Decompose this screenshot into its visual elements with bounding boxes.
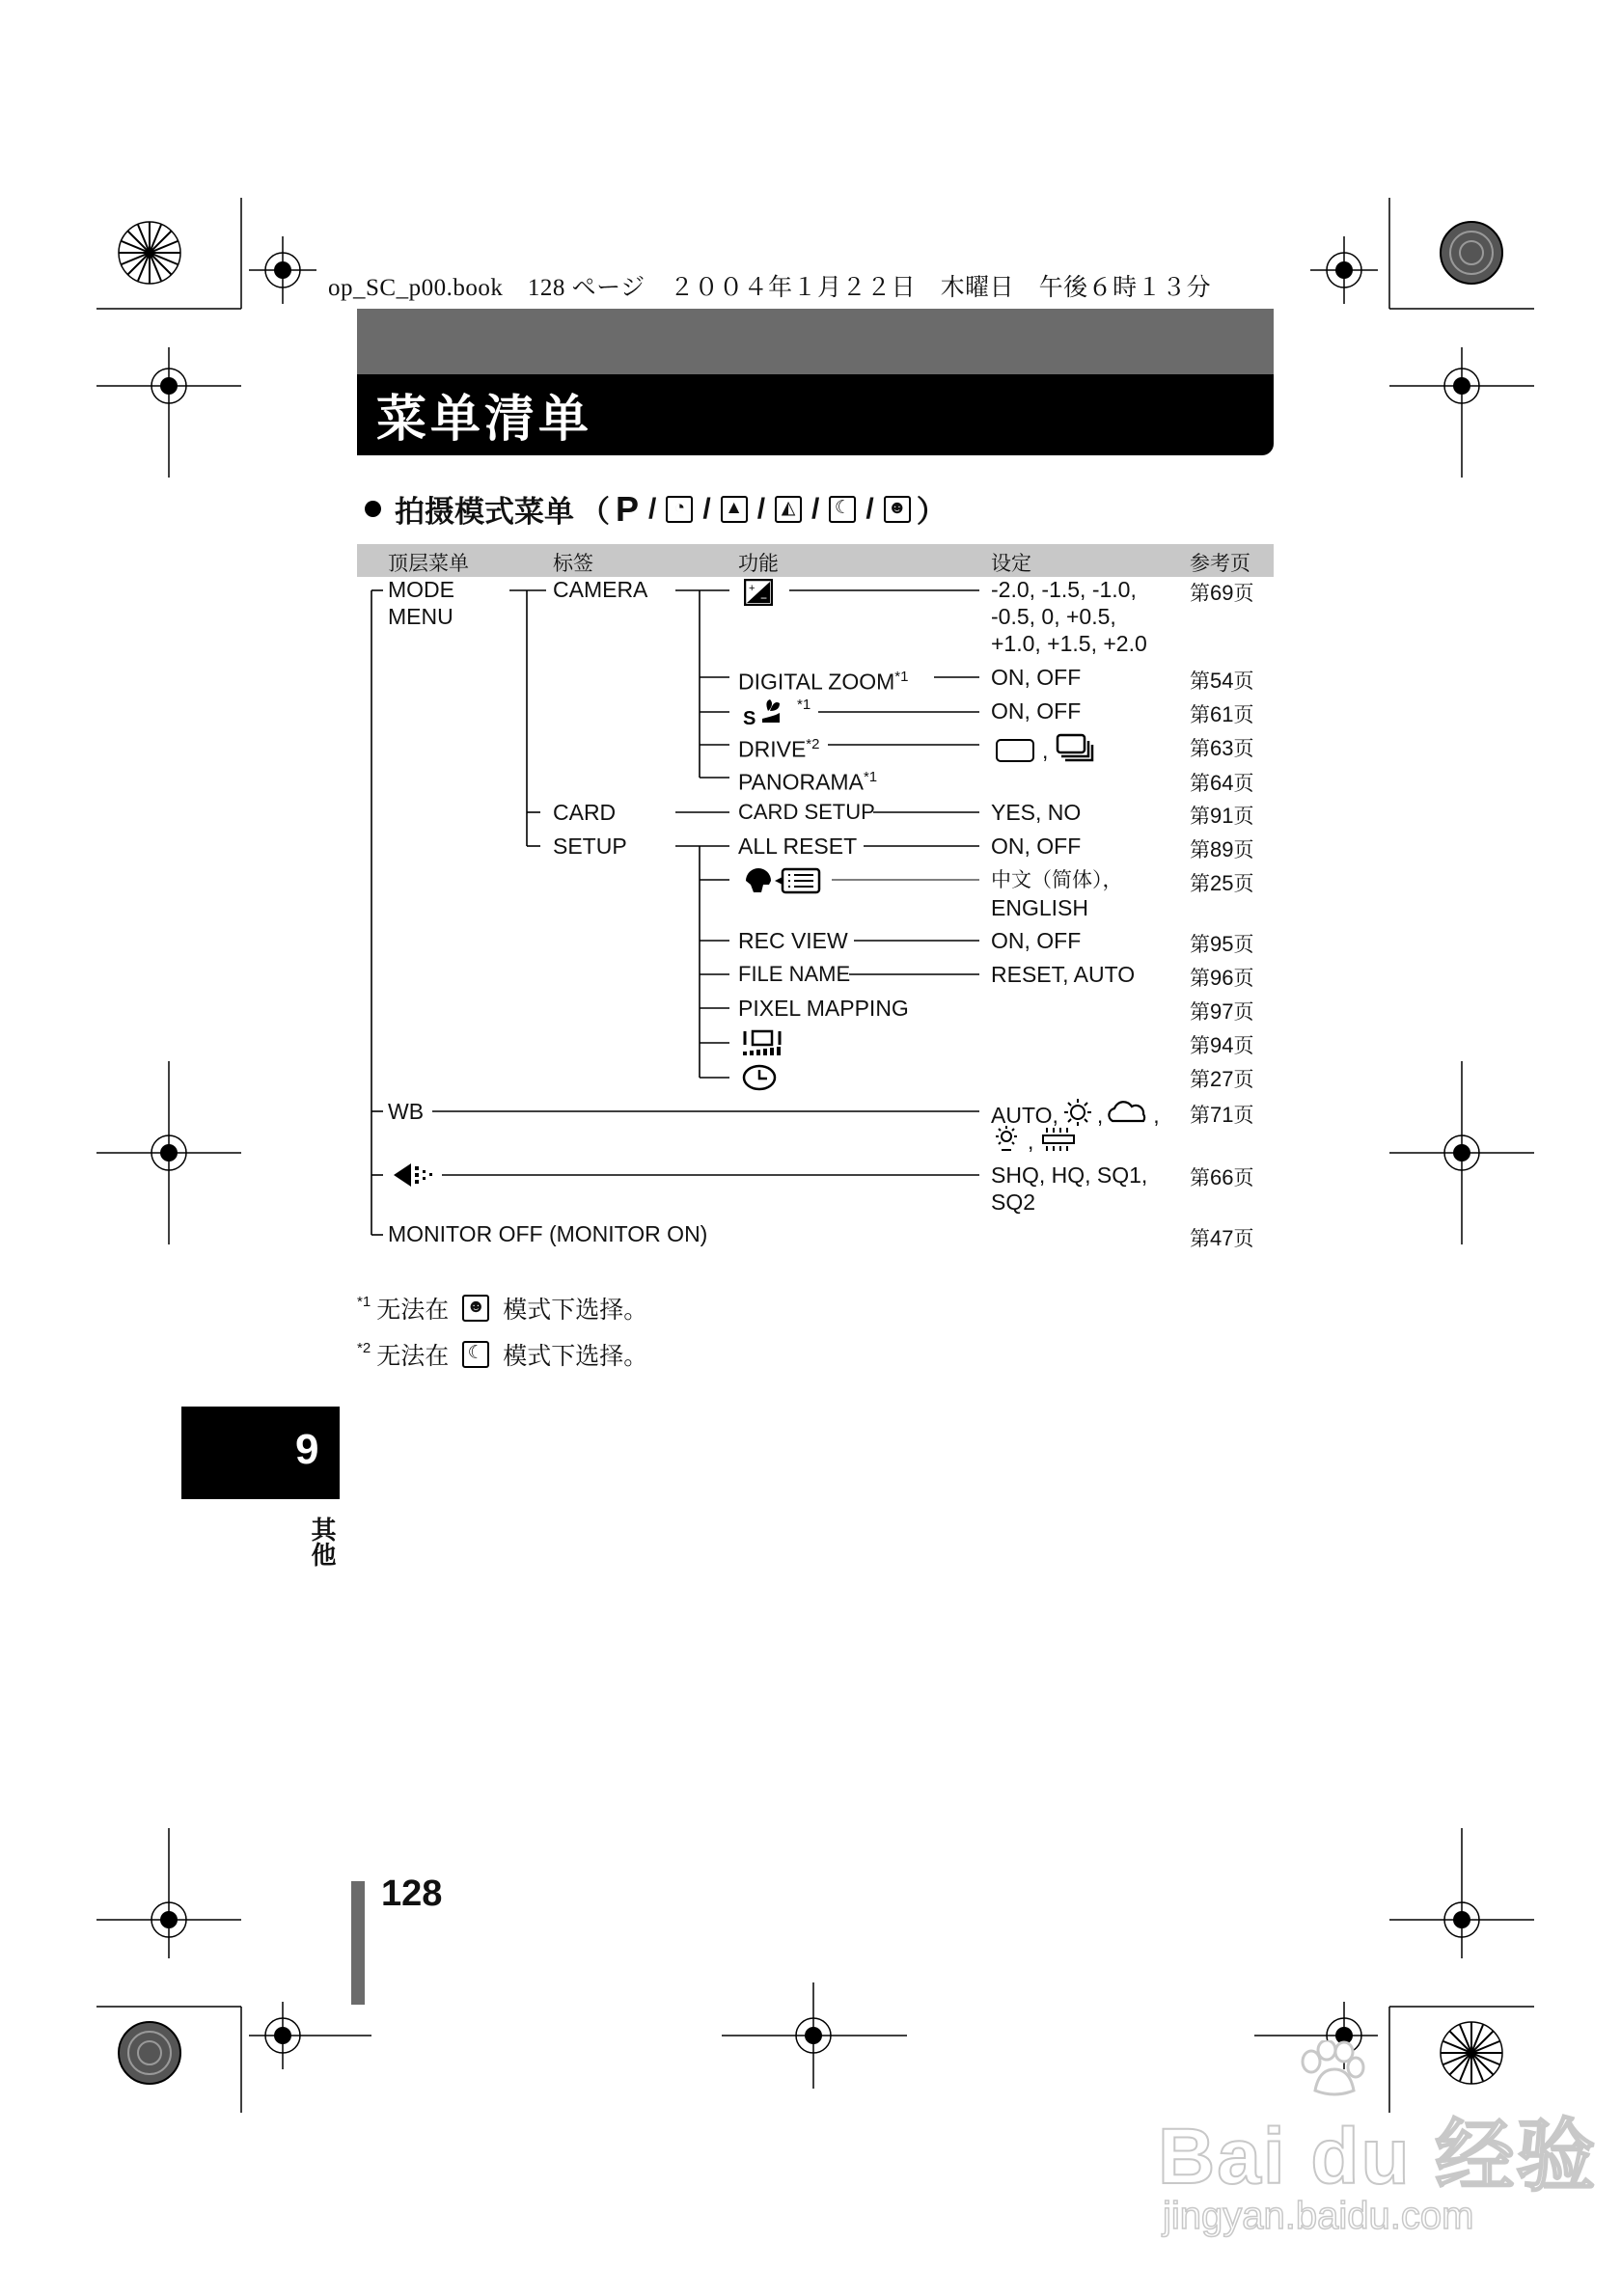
chapter-label: 其他 [308, 1517, 337, 1567]
setting-wb-auto: AUTO, [991, 1102, 1058, 1128]
language-icon [744, 865, 821, 901]
section-heading: 拍摄模式菜单 （ P / ◔ / ▲ / ◭ / ☾ / ☻ ） [365, 487, 947, 531]
setting-file-name: RESET, AUTO [991, 962, 1136, 987]
ref-page-brightness: 第94页 [1190, 1033, 1254, 1057]
svg-text:S: S [743, 708, 756, 726]
page-number-bar [351, 1881, 365, 2005]
function-rec-view: REC VIEW [738, 928, 848, 953]
function-panorama: PANORAMA$^{*1}$ [738, 769, 878, 795]
svg-text:−: − [760, 591, 768, 605]
setting-rec-view: ON, OFF [991, 928, 1082, 953]
ref-page-clock: 第27页 [1190, 1067, 1254, 1091]
setting-all-reset: ON, OFF [991, 834, 1082, 859]
landscape-mode-icon: ◭ [775, 496, 802, 523]
section-open-paren: （ [580, 495, 610, 529]
macro-mode-icon [743, 697, 793, 731]
tungsten-icon [991, 1125, 1022, 1157]
ref-page-file-name: 第96页 [1190, 966, 1254, 990]
ref-page-card-setup: 第91页 [1190, 804, 1254, 828]
setting-card-setup: YES, NO [991, 800, 1082, 825]
setting-language-line1: 中文（简体）， [991, 869, 1123, 891]
tab-setup: SETUP [553, 834, 627, 859]
night-scene-mode-icon: ☾ [829, 496, 856, 523]
header-function: 功能 [738, 553, 779, 575]
macro-footnote-mark: *1 [797, 697, 811, 713]
setting-macro: ON, OFF [991, 698, 1082, 724]
self-portrait-mode-icon: ☻ [462, 1295, 489, 1322]
setting-quality-line2: SQ2 [991, 1189, 1036, 1215]
function-drive: DRIVE$^{*2}$ [738, 736, 820, 762]
function-file-name: FILE NAME [738, 962, 851, 986]
ref-page-quality: 第66页 [1190, 1165, 1254, 1189]
program-mode-label: P [616, 488, 640, 529]
function-card-setup: CARD SETUP [738, 800, 875, 824]
exposure-compensation-icon [744, 579, 773, 611]
ref-page-rec-view: 第95页 [1190, 932, 1254, 956]
header-ref-page: 参考页 [1190, 553, 1250, 575]
ref-page-language: 第25页 [1190, 871, 1254, 895]
section-close-paren: ） [916, 495, 947, 529]
clock-icon [742, 1064, 777, 1096]
cloudy-icon [1107, 1100, 1149, 1130]
print-header: op_SC_p00.book 128 ページ ２００４年１月２２日 木曜日 午後６時１３分 [328, 275, 1212, 301]
svg-text:+: + [749, 583, 756, 594]
header-setting: 设定 [991, 553, 1031, 575]
top-menu-wb: WB [388, 1099, 425, 1124]
single-frame-icon [996, 739, 1034, 762]
setting-digital-zoom: ON, OFF [991, 665, 1082, 690]
chapter-number: 9 [295, 1426, 319, 1473]
ref-page-pixel-mapping: 第97页 [1190, 999, 1254, 1024]
function-pixel-mapping: PIXEL MAPPING [738, 996, 909, 1021]
fluorescent-icon [1039, 1125, 1078, 1157]
ref-page-all-reset: 第89页 [1190, 837, 1254, 861]
setting-language-line2: ENGLISH [991, 895, 1088, 920]
tab-card: CARD [553, 800, 617, 825]
setting-wb-line1: AUTO, , , [991, 1098, 1160, 1132]
setting-quality-line1: SHQ, HQ, SQ1, [991, 1162, 1148, 1188]
tab-camera: CAMERA [553, 577, 648, 602]
watermark-brand: Bai du 经验 [1158, 2113, 1598, 2200]
portrait-mode-icon: ◔ [666, 496, 693, 523]
header-tab: 标签 [553, 553, 593, 575]
footnote-2: $^{*2}$ 无法在 ☾ 模式下选择。 [357, 1340, 648, 1370]
top-menu-monitor-off: MONITOR OFF (MONITOR ON) [388, 1221, 708, 1246]
self-portrait-mode-icon: ☻ [884, 496, 911, 523]
setting-exposure-line2: -0.5, 0, +0.5, [991, 604, 1116, 629]
setting-exposure-line3: +1.0, +1.5, +2.0 [991, 631, 1147, 656]
watermark-url: jingyan.baidu.com [1163, 2195, 1474, 2237]
ref-page-panorama: 第64页 [1190, 771, 1254, 795]
image-quality-icon [394, 1162, 440, 1192]
page-number: 128 [381, 1873, 443, 1914]
sequential-shooting-icon [1056, 733, 1094, 767]
ref-page-monitor-off: 第47页 [1190, 1226, 1254, 1250]
header-top-menu: 顶层菜单 [388, 553, 469, 575]
landscape-portrait-mode-icon: ▲ [721, 496, 748, 523]
ref-page-macro: 第61页 [1190, 702, 1254, 726]
monitor-brightness-icon [742, 1028, 783, 1062]
function-all-reset: ALL RESET [738, 834, 858, 859]
section-heading-text: 拍摄模式菜单 [395, 495, 574, 529]
ref-page-exposure: 第69页 [1190, 581, 1254, 605]
footnote-1: $^{*1}$ 无法在 ☻ 模式下选择。 [357, 1294, 648, 1324]
function-digital-zoom: DIGITAL ZOOM$^{*1}$ [738, 669, 909, 695]
ref-page-wb: 第71页 [1190, 1103, 1254, 1127]
page-title: 菜单清单 [376, 392, 593, 448]
ref-page-drive: 第63页 [1190, 736, 1254, 760]
setting-wb-line2: , [991, 1125, 1078, 1157]
night-scene-mode-icon: ☾ [462, 1341, 489, 1368]
setting-drive: , [996, 733, 1094, 767]
top-menu-menu: MENU [388, 604, 453, 629]
setting-exposure-line1: -2.0, -1.5, -1.0, [991, 577, 1137, 602]
ref-page-digital-zoom: 第54页 [1190, 669, 1254, 693]
top-menu-mode: MODE [388, 577, 454, 602]
